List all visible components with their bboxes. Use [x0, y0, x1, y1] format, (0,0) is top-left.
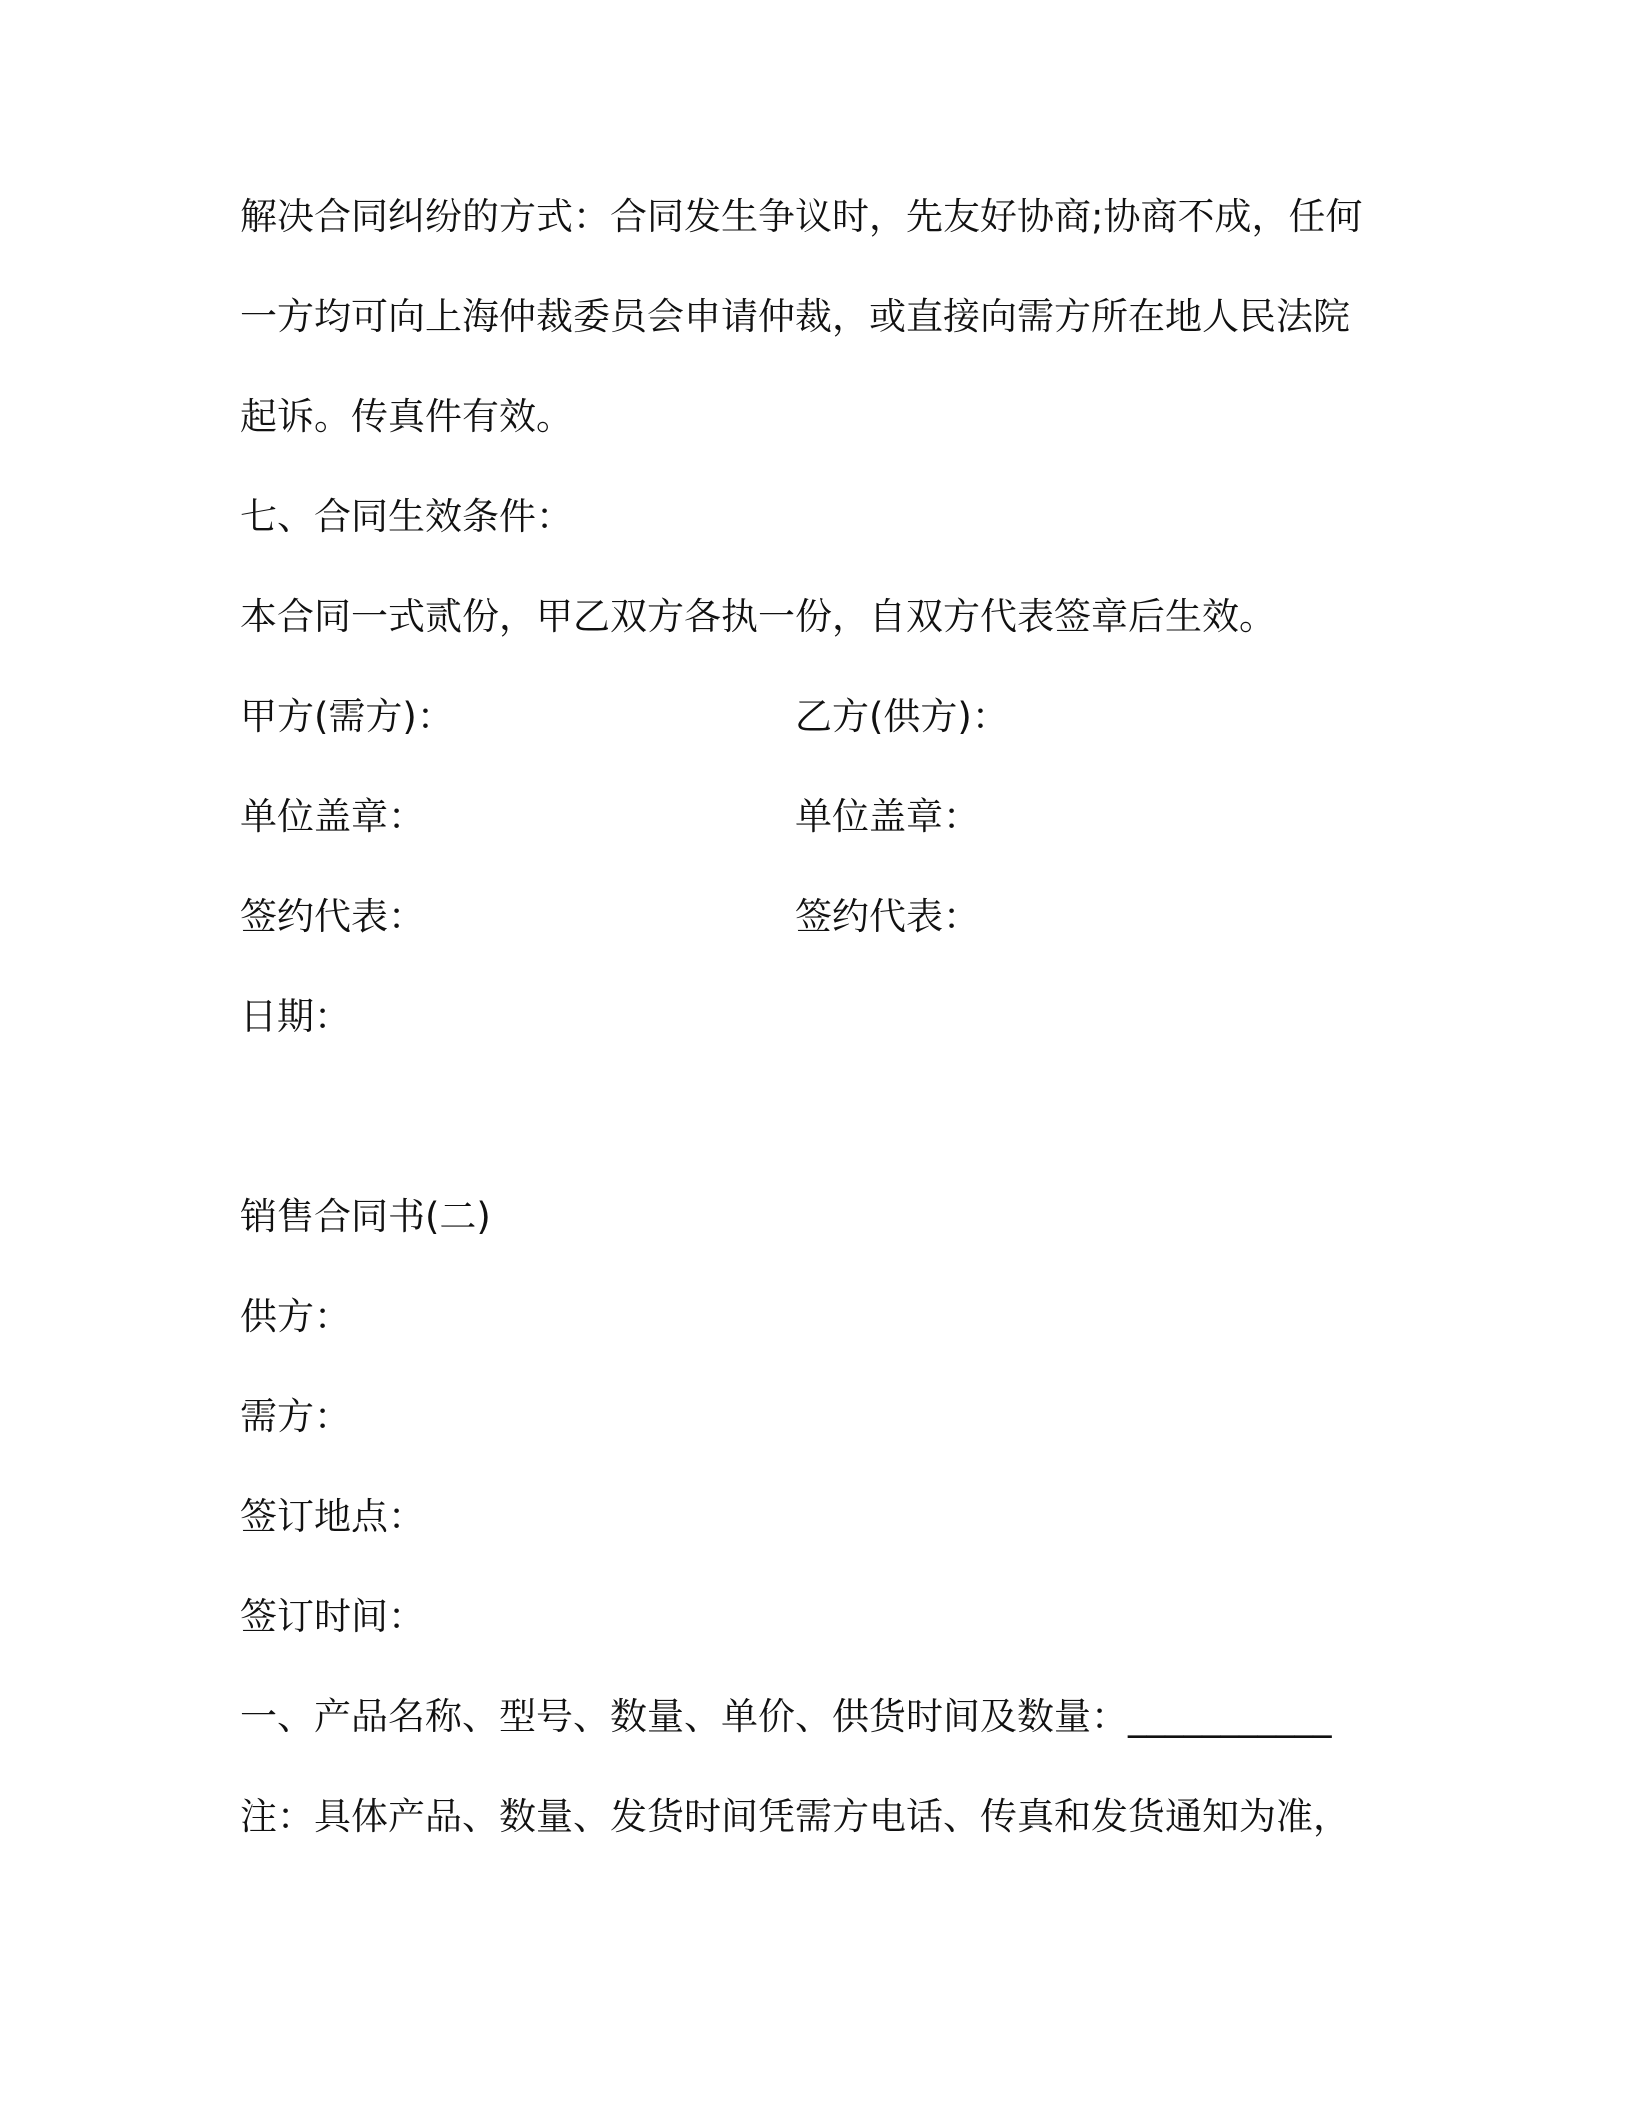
dispute-resolution-line-3: 起诉。传真件有效。 — [240, 395, 573, 438]
supplier-label: 供方： — [240, 1295, 351, 1338]
contract-2-title: 销售合同书(二) — [240, 1195, 491, 1238]
section-7-heading: 七、合同生效条件： — [240, 495, 573, 538]
party-a-label: 甲方(需方)： — [240, 695, 454, 738]
seal-a-label: 单位盖章： — [240, 795, 425, 838]
signing-place-label: 签订地点： — [240, 1495, 425, 1538]
product-clause-line: 一、产品名称、型号、数量、单价、供货时间及数量：___________ — [240, 1695, 1332, 1738]
dispute-resolution-line-1: 解决合同纠纷的方式：合同发生争议时，先友好协商;协商不成，任何 — [240, 195, 1363, 238]
section-7-text: 本合同一式贰份，甲乙双方各执一份，自双方代表签章后生效。 — [240, 595, 1276, 638]
signing-time-label: 签订时间： — [240, 1595, 425, 1638]
seal-b-label: 单位盖章： — [795, 795, 980, 838]
rep-b-label: 签约代表： — [795, 895, 980, 938]
buyer-label: 需方： — [240, 1395, 351, 1438]
product-note-line: 注：具体产品、数量、发货时间凭需方电话、传真和发货通知为准， — [240, 1795, 1350, 1838]
dispute-resolution-line-2: 一方均可向上海仲裁委员会申请仲裁，或直接向需方所在地人民法院 — [240, 295, 1350, 338]
rep-a-label: 签约代表： — [240, 895, 425, 938]
party-b-label: 乙方(供方)： — [795, 695, 1009, 738]
date-label: 日期： — [240, 995, 351, 1038]
